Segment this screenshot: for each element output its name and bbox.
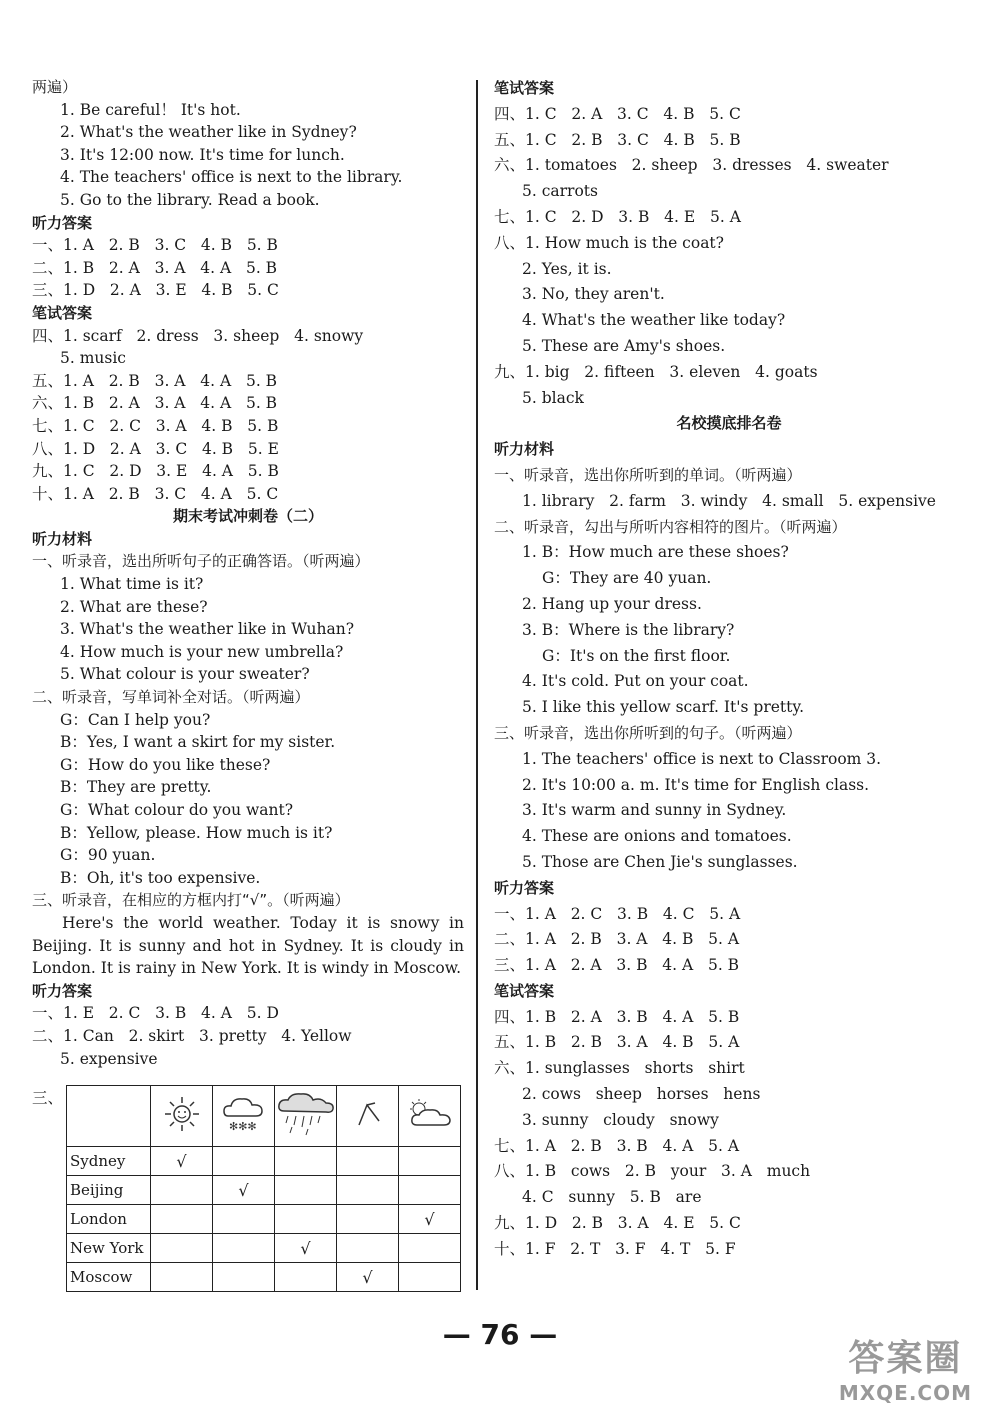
left-line: 八、1. D 2. A 3. C 4. B 5. E: [32, 439, 279, 458]
weather-table: [66, 1085, 461, 1292]
left-line: 5. music: [60, 349, 126, 368]
right-line: 5. These are Amy's shoes.: [522, 336, 726, 355]
check-cell: [275, 1147, 337, 1176]
left-line: 七、1. C 2. C 3. A 4. B 5. B: [32, 416, 279, 435]
left-line: 4. How much is your new umbrella?: [60, 642, 344, 661]
right-line: 听力答案: [494, 878, 555, 897]
sunny-icon: [151, 1086, 213, 1147]
right-line: 听力材料: [494, 440, 555, 459]
watermark: [839, 1330, 972, 1405]
check-cell: [213, 1234, 275, 1263]
right-line: 十、1. F 2. T 3. F 4. T 5. F: [494, 1239, 736, 1258]
right-line: 4. These are onions and tomatoes.: [522, 827, 792, 846]
left-line: 2. What are these?: [60, 597, 208, 616]
left-line: 3. It's 12:00 now. It's time for lunch.: [60, 145, 345, 164]
right-line: 3. sunny cloudy snowy: [522, 1110, 719, 1129]
right-line: 九、1. D 2. B 3. A 4. E 5. C: [494, 1214, 741, 1233]
left-line: 一、1. A 2. B 3. C 4. B 5. B: [32, 236, 278, 255]
check-cell: [399, 1176, 461, 1205]
table-row: [67, 1147, 461, 1176]
left-line: 三、1. D 2. A 3. E 4. B 5. C: [32, 281, 279, 300]
left-line: B：They are pretty.: [60, 778, 212, 797]
right-line: 名校摸底排名卷: [676, 414, 782, 433]
city-cell: Moscow: [67, 1263, 151, 1292]
left-line: 二、1. Can 2. skirt 3. pretty 4. Yellow: [32, 1026, 352, 1045]
left-line: 九、1. C 2. D 3. E 4. A 5. B: [32, 462, 279, 481]
right-line: 七、1. A 2. B 3. B 4. A 5. A: [494, 1136, 740, 1155]
right-line: 六、1. sunglasses shorts shirt: [494, 1059, 745, 1078]
right-line: 4. What's the weather like today?: [522, 311, 786, 330]
right-line: 二、听录音，勾出与所听内容相符的图片。（听两遍）: [494, 517, 847, 536]
check-cell: [337, 1176, 399, 1205]
right-line: G：They are 40 yuan.: [542, 569, 712, 588]
check-cell: [151, 1234, 213, 1263]
right-line: 笔试答案: [494, 79, 555, 97]
right-line: 四、1. B 2. A 3. B 4. A 5. B: [494, 1007, 740, 1026]
left-line: 听力答案: [32, 981, 93, 1000]
check-cell: √: [399, 1205, 461, 1234]
left-line: G：What colour do you want?: [60, 801, 294, 819]
right-column: [494, 76, 964, 1263]
right-line: 5. black: [522, 388, 584, 407]
check-cell: [275, 1176, 337, 1205]
left-line: G：90 yuan.: [60, 846, 156, 865]
check-cell: √: [337, 1263, 399, 1292]
check-cell: [275, 1263, 337, 1292]
check-cell: [151, 1263, 213, 1292]
windy-icon: [337, 1086, 399, 1147]
left-line: 四、1. scarf 2. dress 3. sheep 4. snowy: [32, 326, 364, 345]
left-line: 六、1. B 2. A 3. A 4. A 5. B: [32, 394, 278, 413]
left-line: 二、听录音，写单词补全对话。（听两遍）: [32, 688, 310, 707]
left-line: Here's the world weather. Today it is snowy in Beijing. It is sunny and hot in Sydney. It is cloudy in London. It is rainy in New York. It is windy in Moscow.: [32, 913, 464, 978]
table-row: [67, 1176, 461, 1205]
table-row: [67, 1234, 461, 1263]
check-cell: [151, 1205, 213, 1234]
left-line: 两遍）: [32, 78, 78, 96]
right-line: G：It's on the first floor.: [542, 646, 731, 665]
check-cell: [399, 1234, 461, 1263]
right-line: 1. B：How much are these shoes?: [522, 543, 789, 562]
city-cell: New York: [67, 1234, 151, 1263]
right-line: 2. Hang up your dress.: [522, 594, 702, 613]
right-line: 五、1. B 2. B 3. A 4. B 5. A: [494, 1033, 740, 1052]
right-line: 3. No, they aren't.: [522, 285, 665, 304]
left-line: 听力材料: [32, 529, 93, 548]
column-divider: [476, 80, 478, 1290]
left-line: 听力答案: [32, 213, 93, 232]
right-line: 4. It's cold. Put on your coat.: [522, 672, 749, 691]
check-cell: [213, 1263, 275, 1292]
right-line: 一、1. A 2. C 3. B 4. C 5. A: [494, 904, 741, 923]
right-line: 2. cows sheep horses hens: [522, 1085, 761, 1104]
watermark-logo: 答案圈: [848, 1338, 963, 1379]
check-cell: [275, 1205, 337, 1234]
left-line: 笔试答案: [32, 303, 93, 322]
weather-table-label: 三、: [32, 1089, 64, 1107]
check-cell: [337, 1234, 399, 1263]
left-column: [32, 76, 464, 1070]
table-row: [67, 1205, 461, 1234]
right-line: 1. library 2. farm 3. windy 4. small 5. expensive: [522, 491, 936, 510]
left-line: B：Oh, it's too expensive.: [60, 868, 261, 887]
page-number: — 76 —: [442, 1318, 558, 1351]
right-line: 2. Yes, it is.: [522, 259, 612, 278]
watermark-url: MXQE.COM: [838, 1381, 972, 1405]
right-line: 4. C sunny 5. B are: [522, 1188, 702, 1207]
right-line: 5. I like this yellow scarf. It's pretty.: [522, 698, 804, 717]
left-line: 三、听录音，在相应的方框内打“√”。（听两遍）: [32, 891, 350, 910]
left-line: 1. Be careful！ It's hot.: [60, 100, 241, 119]
cloudy-icon: [399, 1086, 461, 1147]
rainy-icon: [275, 1086, 337, 1147]
left-line: 一、1. E 2. C 3. B 4. A 5. D: [32, 1004, 279, 1023]
left-line: 4. The teachers' office is next to the library.: [60, 168, 403, 187]
left-line: G：Can I help you?: [60, 710, 211, 729]
left-line: G：How do you like these?: [60, 755, 271, 774]
left-line: 十、1. A 2. B 3. C 4. A 5. C: [32, 484, 279, 503]
svg-text:✻✻✻: ✻✻✻: [228, 1120, 257, 1133]
icon-row: [67, 1086, 461, 1147]
left-line: 2. What's the weather like in Sydney?: [60, 123, 357, 142]
left-line: B：Yellow, please. How much is it?: [60, 823, 333, 842]
right-line: 2. It's 10:00 a. m. It's time for English class.: [522, 775, 870, 794]
table-corner: [67, 1086, 151, 1147]
left-line: 3. What's the weather like in Wuhan?: [60, 620, 355, 639]
check-cell: [213, 1205, 275, 1234]
right-line: 六、1. tomatoes 2. sheep 3. dresses 4. sweater: [494, 156, 889, 175]
city-cell: Sydney: [67, 1147, 151, 1176]
city-cell: London: [67, 1205, 151, 1234]
right-line: 七、1. C 2. D 3. B 4. E 5. A: [494, 207, 741, 226]
left-line: 5. Go to the library. Read a book.: [60, 190, 320, 209]
left-line: 期末考试冲刺卷（二）: [172, 507, 323, 526]
right-line: 五、1. C 2. B 3. C 4. B 5. B: [494, 130, 741, 149]
right-line: 八、1. B cows 2. B your 3. A much: [494, 1162, 811, 1181]
right-line: 5. carrots: [522, 182, 598, 201]
right-line: 九、1. big 2. fifteen 3. eleven 4. goats: [494, 362, 818, 381]
left-line: 五、1. A 2. B 3. A 4. A 5. B: [32, 371, 278, 390]
check-cell: √: [275, 1234, 337, 1263]
check-cell: [213, 1147, 275, 1176]
right-line: 一、听录音，选出你所听到的单词。（听两遍）: [494, 465, 802, 484]
right-line: 1. The teachers' office is next to Classroom 3.: [522, 749, 882, 768]
check-cell: [399, 1263, 461, 1292]
table-row: [67, 1263, 461, 1292]
left-line: 5. expensive: [60, 1049, 158, 1068]
right-line: 3. It's warm and sunny in Sydney.: [522, 801, 787, 820]
city-cell: Beijing: [67, 1176, 151, 1205]
left-line: 5. What colour is your sweater?: [60, 665, 310, 684]
check-cell: [337, 1205, 399, 1234]
right-line: 三、1. A 2. A 3. B 4. A 5. B: [494, 956, 740, 975]
snowy-icon: [213, 1086, 275, 1147]
right-line: 5. Those are Chen Jie's sunglasses.: [522, 852, 798, 871]
right-line: 八、1. How much is the coat?: [494, 233, 724, 252]
check-cell: √: [151, 1147, 213, 1176]
right-line: 三、听录音，选出你所听到的句子。（听两遍）: [494, 723, 802, 742]
check-cell: [151, 1176, 213, 1205]
left-line: 二、1. B 2. A 3. A 4. A 5. B: [32, 258, 278, 277]
right-line: 3. B：Where is the library?: [522, 620, 735, 639]
check-cell: [399, 1147, 461, 1176]
left-line: B：Yes, I want a skirt for my sister.: [60, 733, 336, 752]
right-line: 二、1. A 2. B 3. A 4. B 5. A: [494, 930, 740, 949]
check-cell: √: [213, 1176, 275, 1205]
right-line: 四、1. C 2. A 3. C 4. B 5. C: [494, 104, 741, 123]
left-line: 一、听录音，选出所听句子的正确答语。（听两遍）: [32, 552, 370, 571]
right-line: 笔试答案: [494, 981, 555, 1000]
check-cell: [337, 1147, 399, 1176]
left-line: 1. What time is it?: [60, 575, 204, 594]
